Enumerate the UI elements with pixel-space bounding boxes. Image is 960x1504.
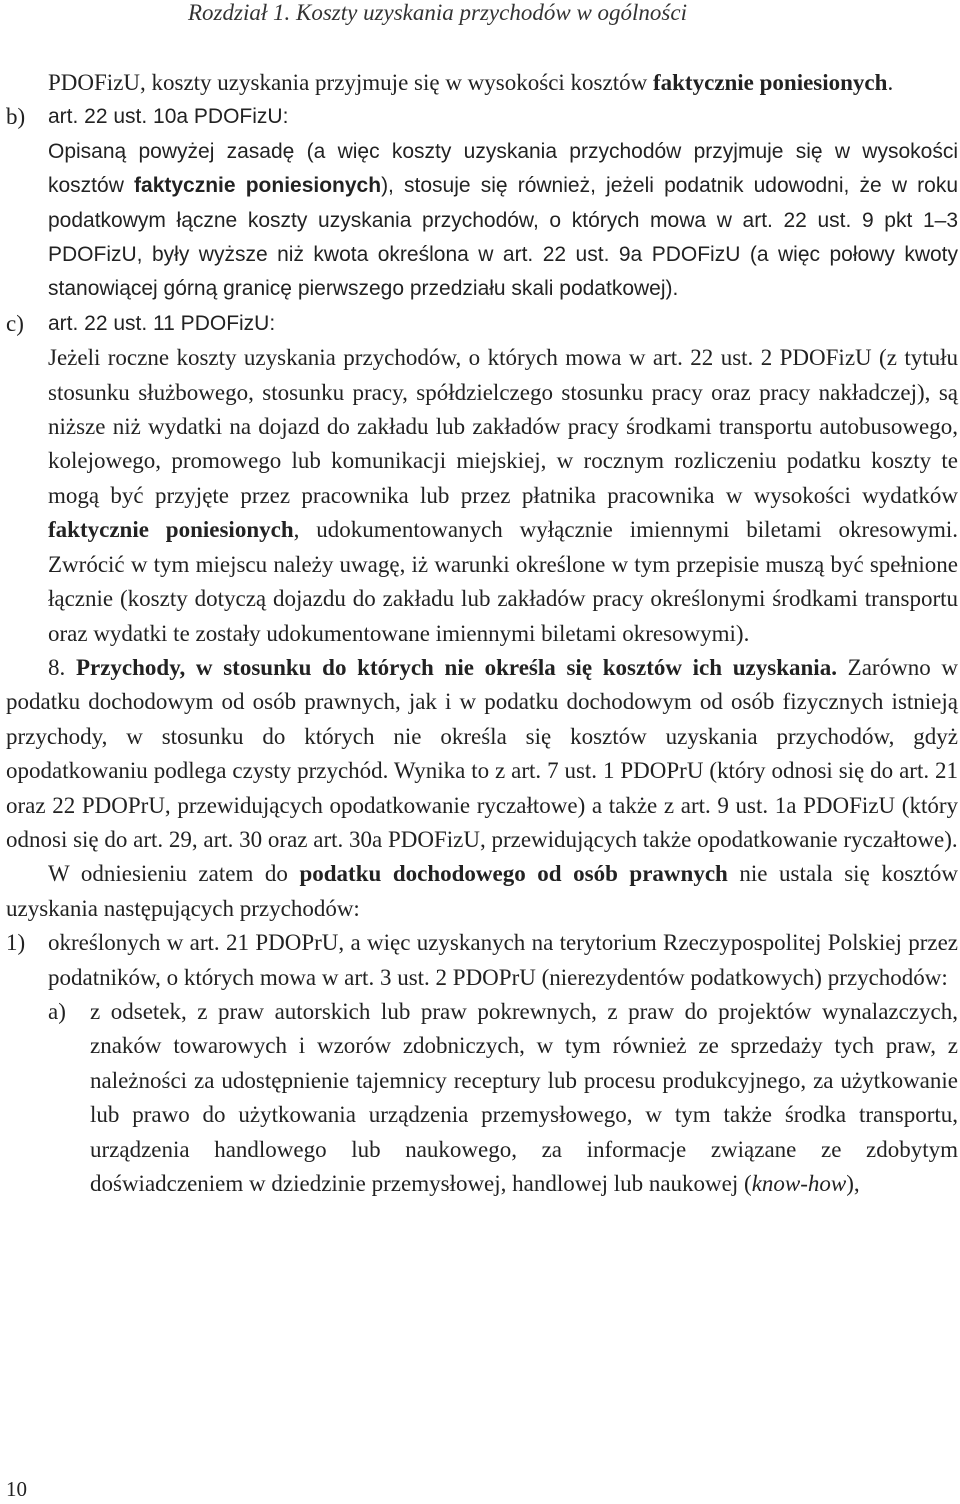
- list-item-text: określonych w art. 21 PDOPrU, a więc uzyskanych na terytorium Rzeczypospolitej Polskiej przez podatników, o których mowa w art. 3 ust. 2 PDOPrU (nierezydentów podatkowych) przychodów:: [48, 930, 958, 990]
- italic-term: know-how: [751, 1171, 847, 1196]
- text-run: z odsetek, z praw autorskich lub praw pokrewnych, z praw do projektów wynalazczych, znaków towarowych i wzorów zdobniczych, w tym również ze sprzedaży tych praw, z należności za udostępnienie tajemnicy receptury lub procesu produkcyjnego, za użytkowanie lub prawo do użytkowania urządzenia przemysłowego, w tym także środka transportu, urządzenia handlowego lub naukowego, za informacje związane ze zdobytym doświadczeniem w dziedzinie przemysłowej, handlowej lub naukowej (: [90, 998, 958, 1196]
- section-number: 8.: [48, 654, 66, 680]
- text-run: ), stosuje się również, jeżeli podatnik udowodni, że w roku podatkowym łączne koszty uzyskania przychodów, o których mowa w art. 22 ust. 9 pkt 1–3 PDOFizU, były wyższe niż kwota określona w art. 22 ust. 9a PDOFizU (a więc połowy kwoty stanowiącej górną granicę pierwszego przedziału skali podatkowej).: [48, 174, 958, 301]
- bold-term: faktycznie poniesionych: [134, 174, 382, 198]
- bold-term: faktycznie poniesionych: [652, 70, 888, 95]
- text-run: .: [887, 70, 894, 95]
- text-run: PDOFizU, koszty uzyskania przyjmuje się w wysokości kosztów: [48, 70, 653, 95]
- item-label: b): [6, 104, 26, 130]
- text-run: ),: [846, 1171, 860, 1196]
- item-c-quote: [48, 341, 958, 651]
- item-a-continuation: [6, 66, 958, 100]
- item-c-reference: art. 22 ust. 11 PDOFizU:: [48, 311, 276, 335]
- text-run: , udokumentowanych wyłącznie imiennymi biletami okresowymi. Zwrócić w tym miejscu należy uwagę, iż warunki określone w tym przepisie muszą być spełnione łącznie (koszty dotyczą dojazdu do zakładu lub zakładów pracy określonymi środkami transportu oraz wydatki te zostały udokumentowane imiennymi biletami okresowymi).: [48, 517, 959, 646]
- list-subitem-a: [6, 995, 958, 1201]
- text-run: Opisaną powyżej zasadę (a więc koszty uzyskania przychodów przyjmuje się w wysokości kosztów: [48, 139, 958, 198]
- item-b-quote: [48, 135, 958, 307]
- bold-term: podatku dochodowego od osób prawnych: [299, 861, 728, 887]
- item-label: a): [48, 998, 66, 1024]
- item-b-reference: art. 22 ust. 10a PDOFizU:: [48, 105, 289, 129]
- item-label: c): [6, 310, 24, 336]
- text-run: nie ustala się kosztów uzyskania następujących przychodów:: [6, 861, 958, 921]
- item-label: 1): [6, 930, 26, 956]
- bold-term: faktycznie poniesionych: [48, 517, 294, 543]
- item-b: [6, 100, 958, 306]
- list-item-1: [6, 926, 958, 995]
- paragraph: [6, 857, 958, 926]
- section-body: Zarówno w podatku dochodowym od osób prawnych, jak i w podatku dochodowym od osób fizycznych istnieją przychody, w stosunku do których nie określa się kosztów uzyskania przychodów, gdyż opodatkowaniu podlega czysty przychód. Wynika to z art. 7 ust. 1 PDOPrU (który odnosi się do art. 21 oraz 22 PDOPrU, przewidujących opodatkowanie ryczałtowe) a także z art. 9 ust. 1a PDOFizU (który odnosi się do art. 29, art. 30 oraz art. 30a PDOFizU, przewidujących także opodatkowanie ryczałtowe).: [6, 654, 959, 852]
- item-c: [6, 307, 958, 651]
- text-run: Jeżeli roczne koszty uzyskania przychodów, o których mowa w art. 22 ust. 2 PDOFizU (z tytułu stosunku służbowego, stosunku pracy, spółdzielczego stosunku pracy oraz pracy nakładczej), są niższe niż wydatki na dojazd do zakładu lub zakładów pracy środkami transportu autobusowego, kolejowego, promowego lub komunikacji miejskiej, w rocznym rozliczeniu podatku koszty te mogą być przyjęte przez pracownika lub przez płatnika pracownika w wysokości wydatków: [48, 345, 958, 508]
- page-number: 10: [6, 1477, 27, 1501]
- text-run: W odniesieniu zatem do: [48, 861, 300, 887]
- running-header: Rozdział 1. Koszty uzyskania przychodów w ogólności: [188, 0, 687, 25]
- section-8: [6, 651, 958, 857]
- page-body: [6, 66, 958, 1201]
- section-title: Przychody, w stosunku do których nie określa się kosztów ich uzyskania.: [75, 654, 837, 680]
